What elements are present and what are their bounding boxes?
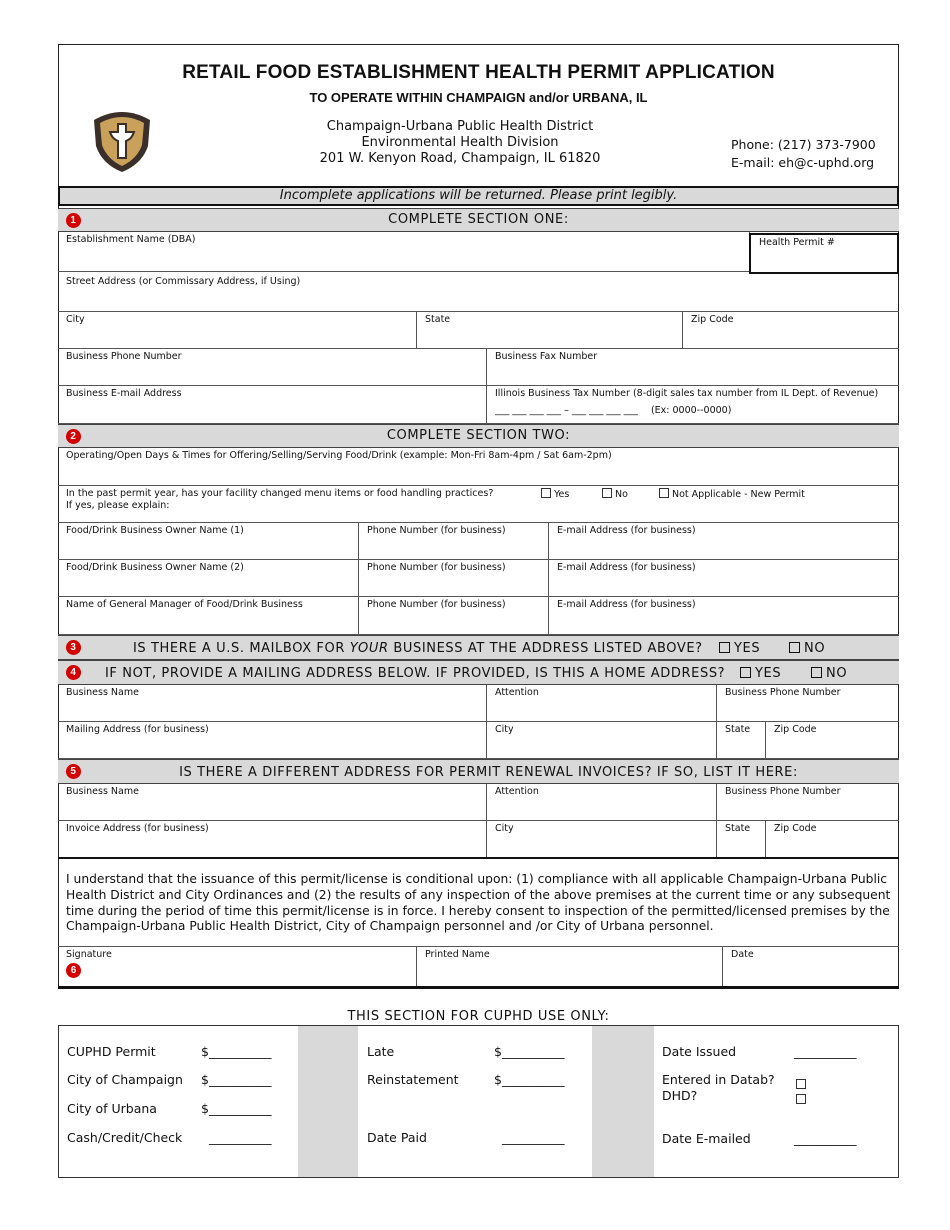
invoice-city-field[interactable] [487, 821, 717, 858]
tax-example: (Ex: 0000--0000) [650, 405, 732, 416]
office-use-title: THIS SECTION FOR CUPHD USE ONLY: [347, 1009, 610, 1024]
field-label: Phone Number (for business) [367, 599, 506, 610]
city-urbana-label: City of Urbana [67, 1101, 157, 1116]
field-label: Zip Code [691, 314, 734, 325]
section-number-badge: 2 [66, 429, 81, 444]
mailing-attention-field[interactable] [487, 685, 717, 722]
section-number-badge: 4 [66, 665, 81, 680]
field-label: Food/Drink Business Owner Name (2) [66, 562, 244, 573]
changes-question: In the past permit year, has your facility changed menu items or food handling practices? [66, 488, 494, 499]
mailbox-question [133, 641, 703, 656]
owner-name-1-field[interactable] [58, 523, 359, 560]
payment-method-label: Cash/Credit/Check [67, 1130, 183, 1145]
date-emailed-label: Date E-mailed [662, 1131, 751, 1146]
field-label: Attention [495, 687, 539, 698]
late-label: Late [367, 1044, 395, 1059]
question-emphasis: YOUR [349, 641, 389, 656]
field-label: E-mail Address (for business) [557, 525, 696, 536]
operating-hours-field[interactable] [58, 448, 899, 486]
option-label: No [615, 489, 628, 500]
mailbox-yes-option[interactable] [719, 641, 760, 656]
field-label: Business E-mail Address [66, 388, 182, 399]
section-number-badge: 1 [66, 213, 81, 228]
field-label: Business Fax Number [495, 351, 598, 362]
field-label: Phone Number (for business) [367, 562, 506, 573]
divider [58, 857, 899, 859]
tax-number-field[interactable] [487, 386, 899, 424]
city-champaign-amount[interactable]: $__________ [201, 1072, 272, 1087]
health-permit-field[interactable] [749, 233, 899, 274]
date-issued-blank[interactable]: __________ [794, 1044, 857, 1059]
agency-street: 201 W. Kenyon Road, Champaign, IL 61820 [319, 151, 601, 166]
section-two-header [58, 424, 899, 448]
invoice-address-field[interactable] [58, 821, 487, 858]
divider [58, 986, 899, 989]
city-champaign-label: City of Champaign [67, 1072, 183, 1087]
owner-2-phone-field[interactable] [359, 560, 549, 597]
mailing-zip-field[interactable] [766, 722, 899, 759]
invoice-attention-field[interactable] [487, 784, 717, 821]
changes-yes-option[interactable] [541, 488, 569, 501]
invoice-business-name-field[interactable] [58, 784, 487, 821]
mailing-address-question: IF NOT, PROVIDE A MAILING ADDRESS BELOW. IF PROVIDED, IS THIS A HOME ADDRESS? [105, 666, 726, 681]
field-label: Food/Drink Business Owner Name (1) [66, 525, 244, 536]
mailing-business-name-field[interactable] [58, 685, 487, 722]
field-label: Attention [495, 786, 539, 797]
dhd-label: DHD? [662, 1088, 698, 1103]
checkbox[interactable] [789, 642, 800, 653]
agency-address [300, 119, 620, 167]
checkbox[interactable] [796, 1094, 806, 1104]
field-label: E-mail Address (for business) [557, 599, 696, 610]
contact-info [731, 136, 876, 172]
notice-banner: Incomplete applications will be returned. Please print legibly. [58, 186, 899, 206]
section-five-header [58, 759, 899, 784]
date-emailed-blank[interactable]: __________ [794, 1131, 857, 1146]
changes-na-option[interactable] [659, 488, 805, 501]
mailing-business-phone-field[interactable] [717, 685, 899, 722]
section-four-header [58, 660, 899, 685]
changes-question-row [58, 486, 899, 523]
field-label: Zip Code [774, 823, 817, 834]
printed-name-field[interactable] [417, 947, 723, 987]
manager-phone-field[interactable] [359, 597, 549, 635]
zip-field[interactable] [683, 312, 899, 349]
invoice-zip-field[interactable] [766, 821, 899, 858]
agency-name: Champaign-Urbana Public Health District [326, 119, 594, 134]
section-number-badge: 5 [66, 764, 81, 779]
section-three-header [58, 635, 899, 660]
city-urbana-amount[interactable]: $__________ [201, 1101, 272, 1116]
home-address-no-option[interactable] [811, 666, 847, 681]
manager-email-field[interactable] [549, 597, 899, 635]
field-label: Business Name [66, 687, 139, 698]
field-label: Business Phone Number [725, 786, 841, 797]
general-manager-field[interactable] [58, 597, 359, 635]
business-phone-field[interactable] [58, 349, 487, 386]
late-amount[interactable]: $__________ [494, 1044, 565, 1059]
field-label: Invoice Address (for business) [66, 823, 209, 834]
owner-name-2-field[interactable] [58, 560, 359, 597]
field-label: Phone Number (for business) [367, 525, 506, 536]
field-label: Signature [66, 949, 112, 960]
city-field[interactable] [58, 312, 417, 349]
reinstatement-label: Reinstatement [367, 1072, 459, 1087]
office-use-box [58, 1025, 899, 1178]
date-field[interactable] [723, 947, 899, 987]
reinstatement-amount[interactable]: $__________ [494, 1072, 565, 1087]
mailing-address-field[interactable] [58, 722, 487, 759]
business-fax-field[interactable] [487, 349, 899, 386]
field-label: City [495, 724, 514, 735]
field-label: State [425, 314, 451, 325]
option-label: Not Applicable - New Permit [672, 489, 805, 500]
field-label: State [725, 823, 751, 834]
question-text: BUSINESS AT THE ADDRESS LISTED ABOVE? [388, 641, 703, 656]
section-one-header [58, 208, 899, 232]
street-address-field[interactable] [58, 274, 899, 312]
owner-1-email-field[interactable] [549, 523, 899, 560]
field-label: Business Phone Number [725, 687, 841, 698]
checkbox[interactable] [541, 488, 551, 498]
state-field[interactable] [417, 312, 683, 349]
contact-email: E-mail: eh@c-uphd.org [731, 155, 875, 170]
field-label: Business Phone Number [66, 351, 182, 362]
section-number-badge: 3 [66, 640, 81, 655]
entered-database-label: Entered in Datab? [662, 1072, 775, 1087]
dhd-checkbox[interactable] [796, 1088, 809, 1107]
gray-divider-column [592, 1026, 654, 1177]
cuphd-permit-label: CUPHD Permit [67, 1044, 156, 1059]
checkbox[interactable] [719, 642, 730, 653]
establishment-name-field[interactable] [58, 232, 750, 272]
date-issued-label: Date Issued [662, 1044, 737, 1059]
home-address-yes-option[interactable] [740, 666, 781, 681]
question-text: IS THERE A U.S. MAILBOX FOR [133, 641, 350, 656]
field-label: Street Address (or Commissary Address, if Using) [66, 276, 301, 287]
explain-label: If yes, please explain: [66, 500, 170, 511]
payment-method-blank[interactable]: __________ [209, 1130, 272, 1145]
mailing-city-field[interactable] [487, 722, 717, 759]
owner-2-email-field[interactable] [549, 560, 899, 597]
option-label: Yes [554, 489, 570, 500]
field-label: State [725, 724, 751, 735]
field-label: Name of General Manager of Food/Drink Business [66, 599, 303, 610]
checkbox[interactable] [811, 667, 822, 678]
mailbox-no-option[interactable] [789, 641, 825, 656]
section-number-badge: 6 [66, 963, 81, 978]
checkbox[interactable] [740, 667, 751, 678]
agency-division: Environmental Health Division [361, 135, 559, 150]
invoice-business-phone-field[interactable] [717, 784, 899, 821]
date-paid-blank[interactable]: __________ [502, 1130, 565, 1145]
field-label: Zip Code [774, 724, 817, 735]
owner-1-phone-field[interactable] [359, 523, 549, 560]
field-label: Health Permit # [759, 237, 835, 248]
form-subtitle: TO OPERATE WITHIN CHAMPAIGN and/or URBANA, IL [309, 90, 648, 105]
field-label: Business Name [66, 786, 139, 797]
option-label: NO [804, 641, 826, 656]
checkbox[interactable] [659, 488, 669, 498]
consent-statement: I understand that the issuance of this permit/license is conditional upon: (1) compliance with all applicable Champaign-Urbana Public Health District and City Ordinances and (2) the results of any inspection of the above premises at the current time or any subsequent time during the period of time this permit/license is in force. I hereby consent to inspection of the permitted/licensed premises by the Champaign-Urbana Public Health District, City of Champaign personnel and /or City of Urbana personnel. [66, 872, 891, 934]
checkbox[interactable] [602, 488, 612, 498]
field-label: E-mail Address (for business) [557, 562, 696, 573]
field-label: Illinois Business Tax Number (8-digit sales tax number from IL Dept. of Revenue) [495, 388, 879, 399]
contact-phone: Phone: (217) 373-7900 [731, 137, 876, 152]
signature-field[interactable] [58, 947, 417, 987]
field-label: Operating/Open Days & Times for Offering/Selling/Serving Food/Drink (example: Mon-Fri 8am-4pm / Sat 6am-2pm) [66, 450, 612, 461]
gray-divider-column [298, 1026, 358, 1177]
tax-number-blanks: ___ ___ ___ ___ – ___ ___ ___ ___ [495, 405, 638, 416]
field-label: Establishment Name (DBA) [66, 234, 196, 245]
option-label: YES [755, 666, 782, 681]
cuphd-shield-logo [88, 108, 156, 174]
date-paid-label: Date Paid [367, 1130, 427, 1145]
changes-no-option[interactable] [602, 488, 628, 501]
invoice-state-field[interactable] [717, 821, 766, 858]
cuphd-permit-amount[interactable]: $__________ [201, 1044, 272, 1059]
invoice-address-question: IS THERE A DIFFERENT ADDRESS FOR PERMIT RENEWAL INVOICES? IF SO, LIST IT HERE: [179, 765, 798, 780]
section-title: COMPLETE SECTION TWO: [386, 428, 571, 443]
option-label: YES [734, 641, 761, 656]
field-label: Mailing Address (for business) [66, 724, 209, 735]
option-label: NO [826, 666, 848, 681]
field-label: City [495, 823, 514, 834]
form-title: RETAIL FOOD ESTABLISHMENT HEALTH PERMIT APPLICATION [182, 62, 775, 83]
field-label: Date [731, 949, 754, 960]
field-label: Printed Name [425, 949, 490, 960]
business-email-field[interactable] [58, 386, 487, 424]
field-label: City [66, 314, 85, 325]
mailing-state-field[interactable] [717, 722, 766, 759]
section-title: COMPLETE SECTION ONE: [388, 212, 569, 227]
